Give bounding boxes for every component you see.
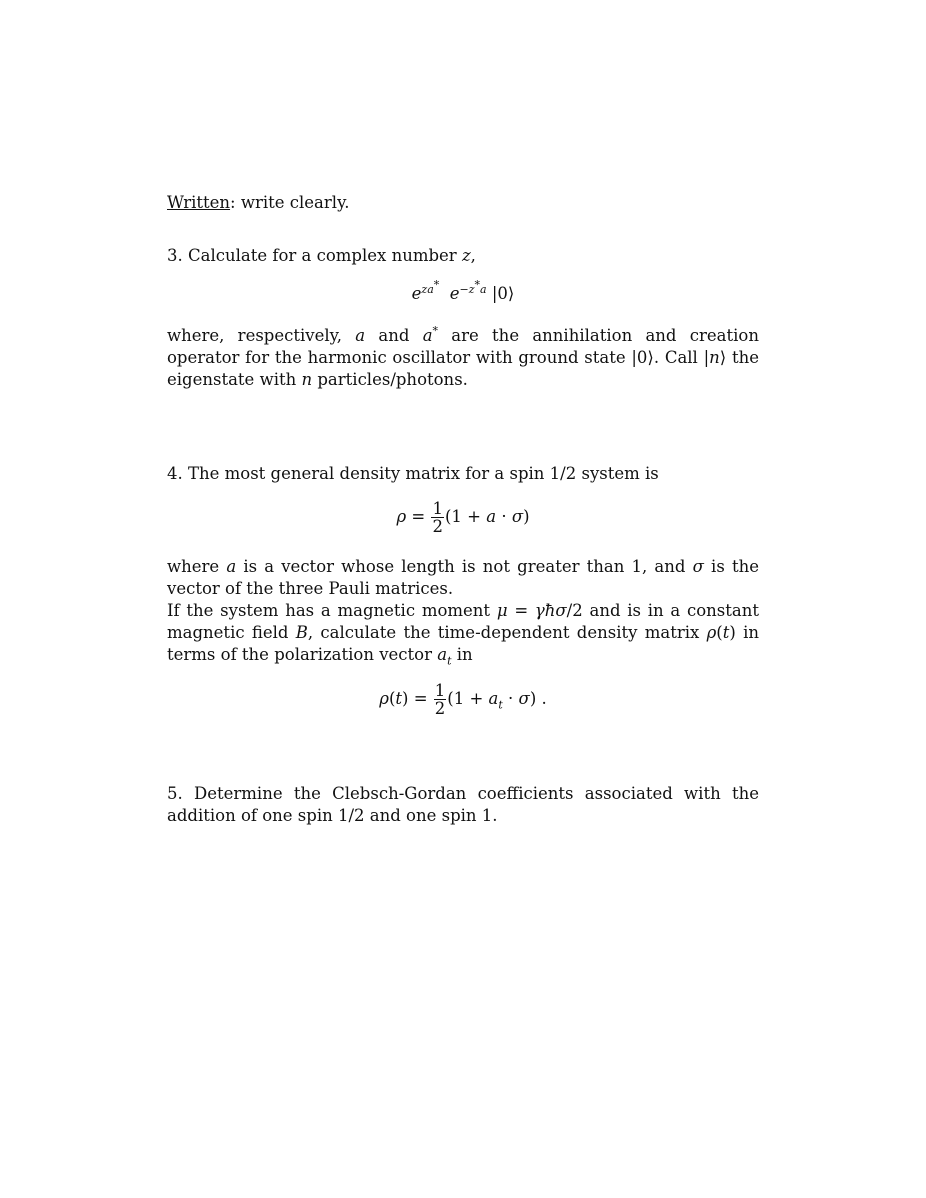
written-rest: : write clearly.	[230, 193, 350, 212]
problem-4-text-1: where a is a vector whose length is not greater than 1, and σ is the vector of the three Pauli matrices. If the system has a magnetic moment μ = γħσ/2 and is in a constant magnetic field B, calculate the time-dependent density matrix ρ(t) in terms of the polarization vector $a_t$ in	[167, 557, 759, 668]
written-instruction	[167, 192, 759, 214]
written-label: Written	[167, 193, 231, 212]
problem-3-text: where, respectively, a and a* are the annihilation and creation operator for the harmonic oscillator with ground state |0⟩. Call |n⟩ the eigenstate with n particles/photons.	[167, 324, 759, 389]
problem-3-intro: 3. Calculate for a complex number z,	[167, 246, 476, 265]
problem-4-equation-2: ρ(t) = $\frac{1}{2}$ $(1 + a_t \cdot \sigma)$ .	[379, 681, 547, 718]
problem-4-intro: 4. The most general density matrix for a spin 1/2 system is	[167, 464, 659, 483]
problem-4-equation-1: ρ = $\frac{1}{2}$ (1 + a · σ)	[396, 499, 530, 536]
problem-5-text: 5. Determine the Clebsch-Gordan coefficients associated with the addition of one spin 1/2 and one spin 1.	[167, 784, 759, 825]
problem-3-equation: $e^{za^*}$ $e^{-z^*a}$ |0⟩	[411, 277, 515, 303]
